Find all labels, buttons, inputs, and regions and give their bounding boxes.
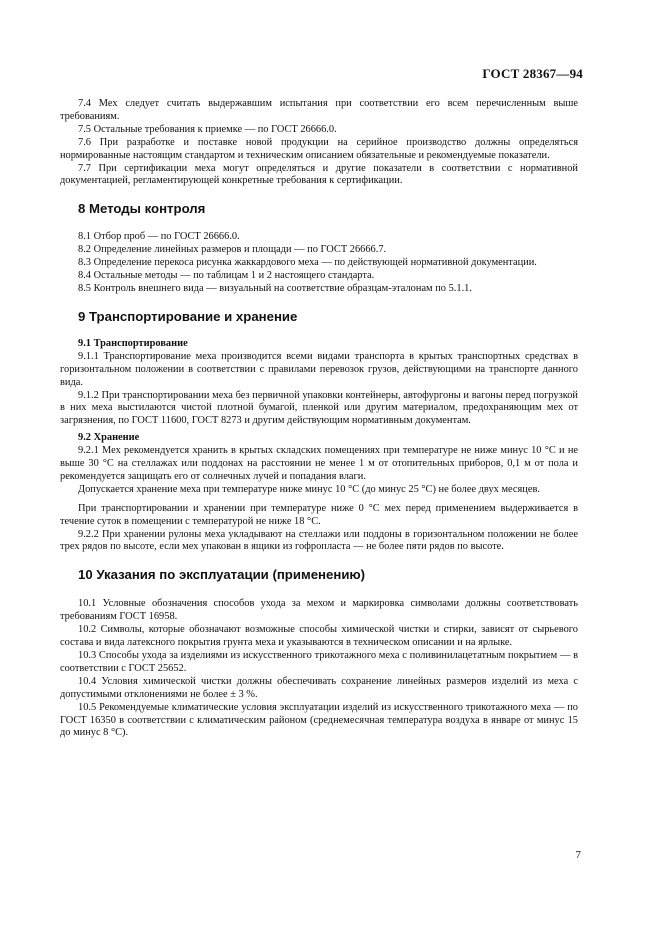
- paragraph-8-4: 8.4 Остальные методы — по таблицам 1 и 2 настоящего стандарта.: [78, 270, 375, 282]
- document-header: ГОСТ 28367—94: [482, 66, 583, 81]
- paragraph-7-4: 7.4 Мех следует считать выдержавшим испытания при соответствии его всем перечисленным выше требованиям.: [60, 98, 578, 122]
- paragraph-8-3: 8.3 Определение перекоса рисунка жаккардового меха — по действующей нормативной документации.: [78, 257, 537, 269]
- paragraph-10-3: 10.3 Способы ухода за изделиями из искусственного трикотажного меха с поливинилацетатным покрытием — в соответствии с ГОСТ 25652.: [60, 650, 578, 674]
- paragraph-10-5: 10.5 Рекомендуемые климатические условия эксплуатации изделий из искусственного трикотажного меха — по ГОСТ 16350 в соответствии с климатическим районом (среднемесячная температура воздуха в январе от минус 15 до минус 8 °С).: [60, 701, 578, 739]
- paragraph-7-5: 7.5 Остальные требования к приемке — по ГОСТ 26666.0.: [78, 123, 337, 135]
- subsection-9-1-heading: 9.1 Транспортирование: [78, 337, 188, 349]
- paragraph-10-2: 10.2 Символы, которые обозначают возможные способы химической чистки и стирки, зависят от сырьевого состава и вида латексного покрытия грунта меха и указываются в техническом описании и на ярлыке.: [60, 624, 578, 649]
- subsection-9-2-heading: 9.2 Хранение: [78, 432, 140, 444]
- section-9-heading: 9 Транспортирование и хранение: [78, 308, 298, 324]
- document-body: [60, 98, 578, 740]
- paragraph-9-2-1: 9.2.1 Мех рекомендуется хранить в крытых складских помещениях при температуре не ниже минус 10 °С и не выше 30 °С на стеллажах или поддонах на расстоянии не менее 1 м от отопительных приборов, 0,1 м от пола и рекомендуется защищать его от солнечных лучей и попадания влаги.: [60, 445, 578, 482]
- paragraph-9-2-2: 9.2.2 При хранении рулоны меха укладывают на стеллажи или поддоны в горизонтальном положении не более трех рядов по высоте, если мех упакован в ящики из гофропласта — не более пяти рядов по высоте.: [60, 528, 578, 553]
- paragraph-8-2: 8.2 Определение линейных размеров и площади — по ГОСТ 26666.7.: [78, 244, 387, 256]
- paragraph-9-1-2: 9.1.2 При транспортировании меха без первичной упаковки контейнеры, автофургоны и вагоны перед погрузкой в них меха выстилаются чистой плотной бумагой, пленкой или другим материалом, предохраняющим мех от загрязнения, по ГОСТ 11600, ГОСТ 8273 и другим действующим нормативным документам.: [60, 389, 578, 427]
- paragraph-9-2-1-b: Допускается хранение меха при температуре ниже минус 10 °С (до минус 25 °С) не более двух месяцев.: [78, 483, 540, 495]
- paragraph-10-1: 10.1 Условные обозначения способов ухода за мехом и маркировка символами должны соответствовать требованиям ГОСТ 16958.: [60, 598, 578, 623]
- paragraph-9-2-1-c: При транспортировании и хранении при температуре ниже 0 °С мех перед применением выдерживается в течение суток в помещении с температурой не ниже 18 °С.: [60, 502, 578, 527]
- paragraph-8-1: 8.1 Отбор проб — по ГОСТ 26666.0.: [78, 231, 240, 243]
- paragraph-7-6: 7.6 При разработке и поставке новой продукции на серийное производство должны определяться нормированные настоящим стандартом и техническим описанием обязательные и рекомендуемые показатели.: [60, 136, 578, 161]
- paragraph-7-7: 7.7 При сертификации меха могут определяться и другие показатели в соответствии с нормативной документацией, регламентирующей конкретные требования к сертификации.: [60, 162, 578, 187]
- page-number: 7: [575, 849, 581, 861]
- paragraph-10-4: 10.4 Условия химической чистки должны обеспечивать сохранение линейных размеров изделий из меха с допустимыми отклонениями не более ± 3 %.: [60, 675, 578, 700]
- section-8-heading: 8 Методы контроля: [78, 201, 206, 217]
- section-10-heading: 10 Указания по эксплуатации (применению): [78, 567, 366, 583]
- paragraph-9-1-1: 9.1.1 Транспортирование меха производится всеми видами транспорта в крытых транспортных средствах в горизонтальном положении в соответствии с правилами перевозок грузов, действующими на транспорте данного вида.: [60, 350, 578, 388]
- paragraph-8-5: 8.5 Контроль внешнего вида — визуальный на соответствие образцам-эталонам по 5.1.1.: [78, 282, 472, 294]
